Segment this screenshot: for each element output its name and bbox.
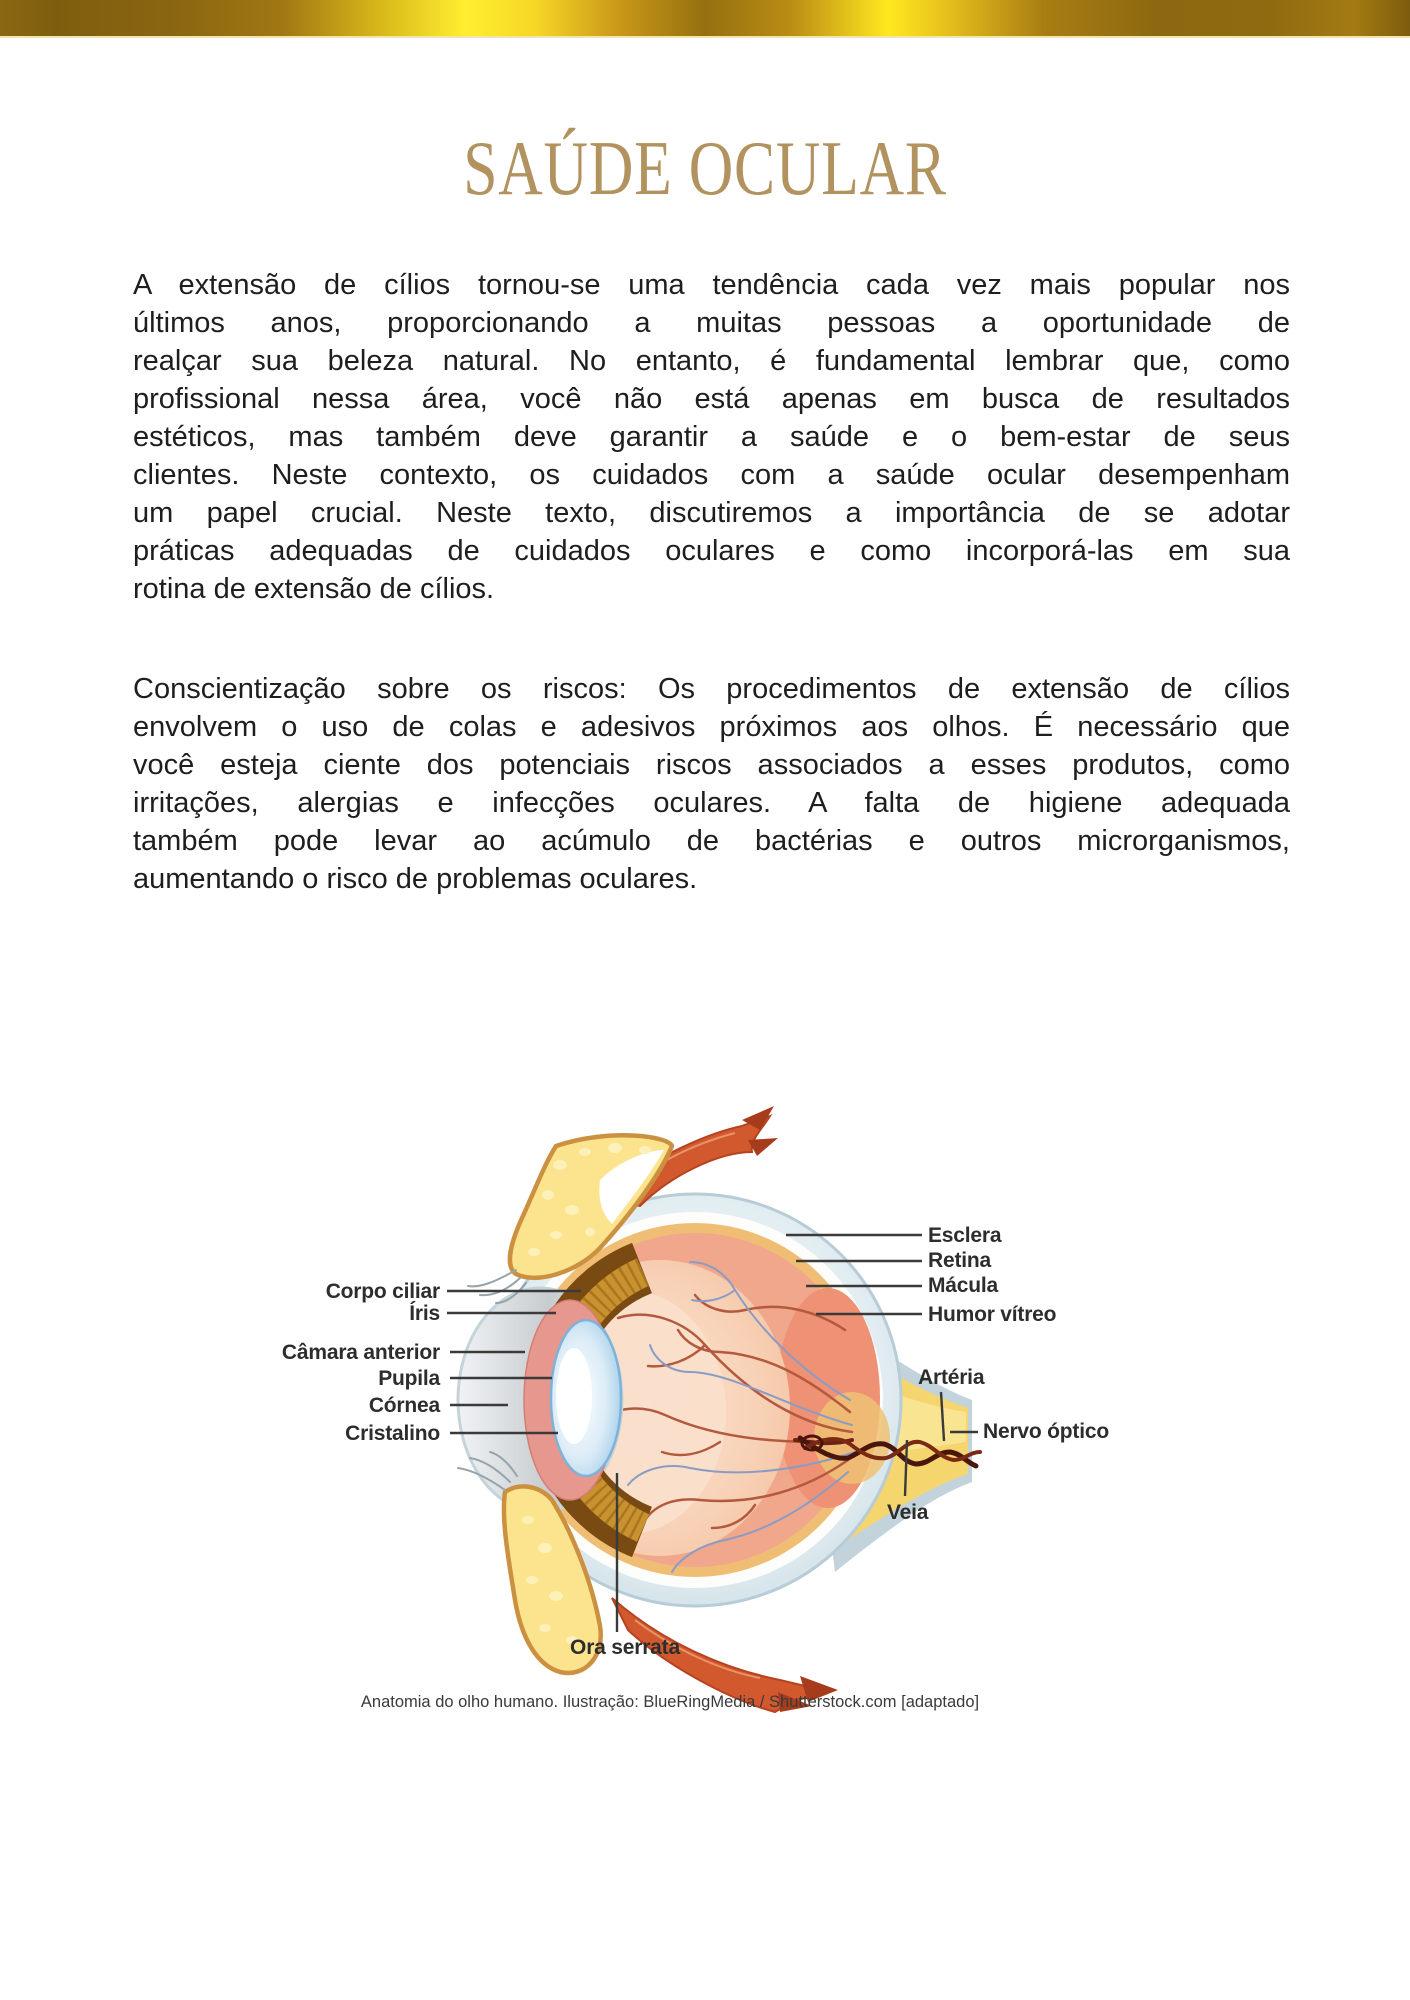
text-line: realçar sua beleza natural. No entanto, é fundamental lembrar que, como	[133, 345, 1290, 377]
diagram-label-retina: Retina	[928, 1249, 991, 1272]
diagram-label-ora-serrata: Ora serrata	[570, 1636, 680, 1659]
diagram-label-corpo-ciliar: Corpo ciliar	[325, 1280, 440, 1303]
diagram-label-camara-anterior: Câmara anterior	[281, 1341, 440, 1364]
diagram-label-iris: Íris	[409, 1302, 440, 1325]
diagram-label-cristalino: Cristalino	[345, 1422, 440, 1445]
diagram-label-nervo-optico: Nervo óptico	[983, 1420, 1109, 1443]
text-line: também pode levar ao acúmulo de bactérias e outros microrganismos,	[133, 825, 1290, 857]
text-line: envolvem o uso de colas e adesivos próximos aos olhos. É necessário que	[133, 711, 1290, 743]
diagram-label-esclera: Esclera	[928, 1224, 1002, 1247]
text-line: você esteja ciente dos potenciais riscos associados a esses produtos, como	[133, 749, 1290, 781]
diagram-label-arteria: Artéria	[918, 1366, 985, 1389]
diagram-label-pupila: Pupila	[378, 1367, 440, 1390]
diagram-label-humor-vitreo: Humor vítreo	[928, 1303, 1057, 1326]
diagram-label-cornea: Córnea	[368, 1394, 440, 1417]
text-line: profissional nessa área, você não está apenas em busca de resultados	[133, 383, 1290, 415]
text-line: clientes. Neste contexto, os cuidados com a saúde ocular desempenham	[133, 459, 1290, 491]
image-caption: Anatomia do olho humano. Ilustração: BlueRingMedia / Shutterstock.com [adaptado]	[360, 1693, 980, 1711]
text-line: rotina de extensão de cílios.	[133, 573, 495, 605]
text-line: aumentando o risco de problemas oculares.	[133, 863, 698, 895]
diagram-label-veia: Veia	[887, 1501, 929, 1524]
text-line: A extensão de cílios tornou-se uma tendência cada vez mais popular nos	[133, 269, 1290, 301]
text-line: últimos anos, proporcionando a muitas pessoas a oportunidade de	[133, 307, 1290, 339]
text-line: Conscientização sobre os riscos: Os procedimentos de extensão de cílios	[133, 673, 1290, 705]
text-line: práticas adequadas de cuidados oculares e como incorporá-las em sua	[133, 535, 1290, 567]
text-line: estéticos, mas também deve garantir a saúde e o bem-estar de seus	[133, 421, 1290, 453]
diagram-label-macula: Mácula	[928, 1274, 998, 1297]
text-line: um papel crucial. Neste texto, discutiremos a importância de se adotar	[133, 497, 1290, 529]
page-title: SAÚDE OCULAR	[463, 125, 947, 211]
text-line: irritações, alergias e infecções oculares. A falta de higiene adequada	[133, 787, 1290, 819]
